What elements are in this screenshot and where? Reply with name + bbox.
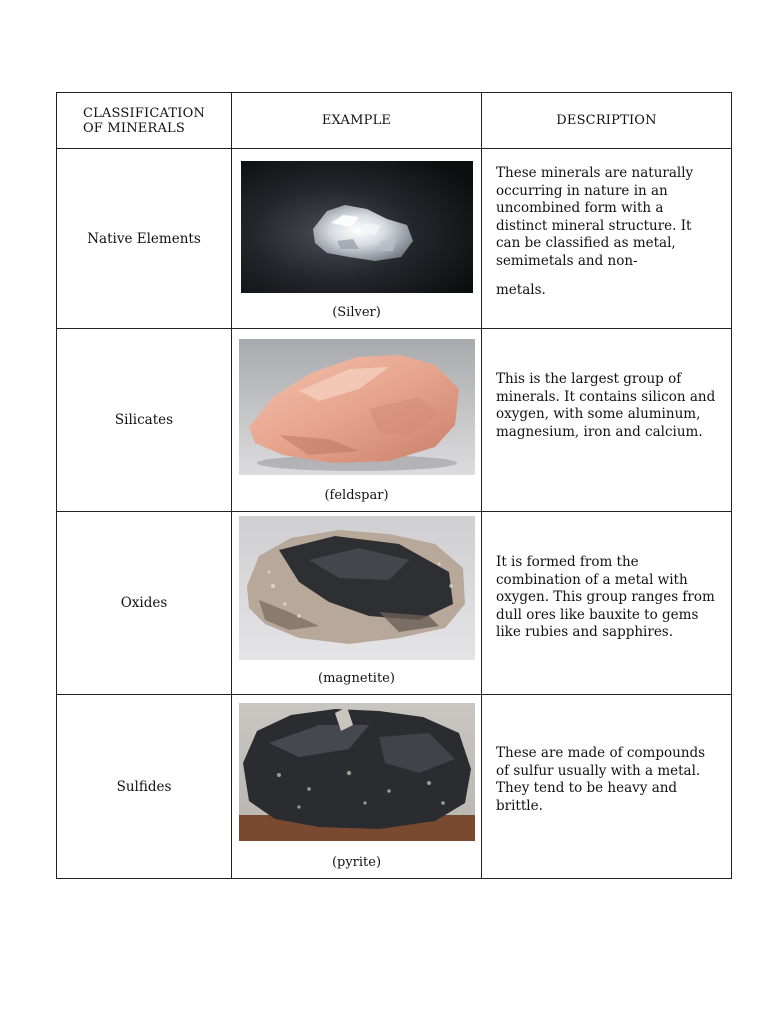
header-example-label: EXAMPLE [321, 113, 392, 128]
description-cell [482, 695, 732, 879]
example-cell [232, 695, 482, 879]
header-classification-label: CLASSIFICATION OF MINERALS [82, 105, 206, 136]
description-text: These minerals are naturally occurring in nature in an uncombined form with a distinct mineral structure. It can be classified as metal, semimetals and non- [496, 165, 694, 269]
table-row [57, 512, 732, 695]
example-cell [232, 512, 482, 695]
table-row [57, 149, 732, 329]
description-text: This is the largest group of minerals. It contains silicon and oxygen, with some aluminum, magnesium, iron and calcium. [496, 371, 716, 440]
description-text: It is formed from the combination of a metal with oxygen. This group ranges from dull ores like bauxite to gems like rubies and sapphires. [496, 554, 715, 640]
classification-cell [57, 329, 232, 512]
description-text: These are made of compounds of sulfur usually with a metal. They tend to be heavy and brittle. [496, 745, 706, 814]
mineral-classification-table [56, 92, 732, 879]
classification-label: Silicates [114, 412, 174, 428]
classification-label: Sulfides [116, 778, 172, 795]
classification-cell [57, 512, 232, 695]
example-cell [232, 149, 482, 329]
header-example [232, 93, 482, 149]
example-cell [232, 329, 482, 512]
magnetite-specimen-image [239, 516, 475, 660]
example-caption: (pyrite) [331, 855, 382, 870]
description-cell [482, 329, 732, 512]
table-header-row [57, 93, 732, 149]
description-cell [482, 512, 732, 695]
header-description [482, 93, 732, 149]
classification-cell [57, 149, 232, 329]
description-text-tail: metals. [496, 282, 546, 298]
header-classification [57, 93, 232, 149]
table-row [57, 329, 732, 512]
description-cell [482, 149, 732, 329]
header-description-label: DESCRIPTION [556, 113, 657, 128]
pyrite-specimen-image [239, 703, 475, 841]
example-caption: (feldspar) [324, 488, 389, 503]
feldspar-specimen-image [239, 339, 475, 475]
example-caption: (magnetite) [318, 671, 395, 686]
silver-specimen-image [241, 161, 473, 293]
table-row [57, 695, 732, 879]
example-caption: (Silver) [332, 305, 381, 320]
classification-label: Native Elements [87, 230, 201, 247]
classification-cell [57, 695, 232, 879]
classification-label: Oxides [120, 595, 168, 611]
